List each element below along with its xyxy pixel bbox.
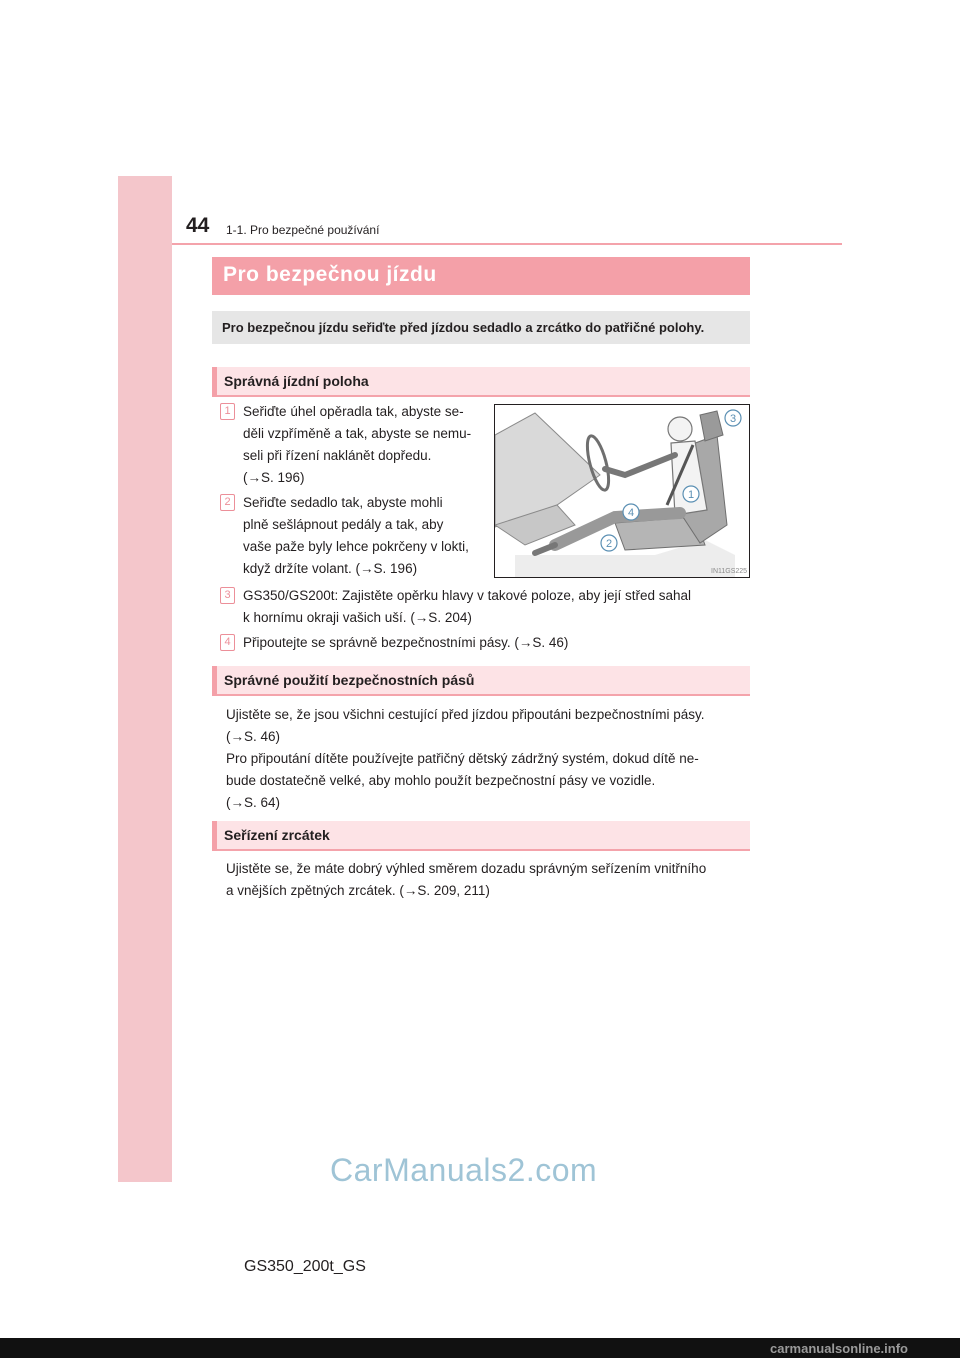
driver-foot-shape	[535, 545, 555, 553]
text-line: Pro připoutání dítěte používejte patřičný dětský zádržný systém, dokud dítě ne-	[226, 751, 699, 766]
callout-3-label: 3	[729, 413, 737, 425]
intro-box	[212, 311, 750, 344]
callout-4-label: 4	[627, 507, 635, 519]
item-number-badge: 3	[220, 587, 235, 604]
subheading-label: Seřízení zrcátek	[224, 827, 330, 843]
page-number: 44	[186, 214, 210, 237]
text-line: a vnějších zpětných zrcátek. (→S. 209, 211)	[226, 883, 490, 898]
site-name: carmanualsonline.info	[770, 1341, 908, 1356]
driver-arm-shape	[605, 455, 675, 475]
text-line: když držíte volant. (→S. 196)	[243, 561, 418, 576]
text-line: Ujistěte se, že jsou všichni cestující před jízdou připoutáni bezpečnostními pásy.	[226, 707, 705, 722]
text-line: Seřiďte sedadlo tak, abyste mohli	[243, 495, 443, 510]
text-line: děli vzpříměně a tak, abyste se nemu-	[243, 426, 472, 441]
callout-1-label: 1	[687, 489, 695, 501]
callout-2-label: 2	[605, 538, 613, 550]
item-number-badge: 2	[220, 494, 235, 511]
item-text-seatback	[243, 401, 486, 489]
subheading-mirrors	[212, 821, 750, 851]
item-text-headrest	[243, 585, 746, 629]
seatbelts-paragraph	[226, 704, 748, 814]
seat-diagram	[495, 405, 749, 577]
driver-head-shape	[668, 417, 692, 441]
chapter-title: 1-1. Pro bezpečné používání	[226, 223, 380, 237]
text-line: plně sešlápnout pedály a tak, aby	[243, 517, 444, 532]
headrest-shape	[700, 411, 723, 441]
section-title: Pro bezpečnou jízdu	[223, 263, 437, 286]
subheading-label: Správné použití bezpečnostních pásů	[224, 672, 475, 688]
subheading-label: Správná jízdní poloha	[224, 373, 369, 389]
text-line: k hornímu okraji vašich uší. (→S. 204)	[243, 610, 472, 625]
watermark-text: CarManuals2.com	[330, 1152, 598, 1188]
text-line: Ujistěte se, že máte dobrý výhled směrem dozadu správným seřízením vnitřního	[226, 861, 707, 876]
text-line: seli při řízení naklánět dopředu.	[243, 448, 432, 463]
model-code: GS350_200t_GS	[244, 1258, 366, 1275]
item-number-badge: 1	[220, 403, 235, 420]
text-line: (→S. 64)	[226, 795, 281, 810]
text-line: Připoutejte se správně bezpečnostními pásy. (→S. 46)	[243, 635, 569, 650]
mirrors-paragraph	[226, 858, 748, 902]
item-number-badge: 4	[220, 634, 235, 651]
intro-text: Pro bezpečnou jízdu seřiďte před jízdou sedadlo a zrcátko do patřičné polohy.	[222, 320, 705, 335]
driving-position-illustration	[494, 404, 750, 578]
text-line: (→S. 46)	[226, 729, 281, 744]
section-title-bar	[212, 257, 750, 295]
text-line: bude dostatečně velké, aby mohlo použít bezpečnostní pásy ve vozidle.	[226, 773, 656, 788]
header-divider	[172, 243, 842, 245]
item-text-seatbelt	[243, 632, 746, 654]
site-footer-band	[0, 1338, 960, 1358]
subheading-driving-position	[212, 367, 750, 397]
text-line: Seřiďte úhel opěradla tak, abyste se-	[243, 404, 464, 419]
figure-code: IN11GS225	[711, 568, 748, 575]
subheading-seatbelts	[212, 666, 750, 696]
text-line: vaše paže byly lehce pokrčeny v lokti,	[243, 539, 469, 554]
item-text-seat-position	[243, 492, 486, 580]
text-line: (→S. 196)	[243, 470, 305, 485]
text-line: GS350/GS200t: Zajistěte opěrku hlavy v takové poloze, aby její střed sahal	[243, 588, 691, 603]
chapter-sidebar	[118, 176, 172, 1182]
